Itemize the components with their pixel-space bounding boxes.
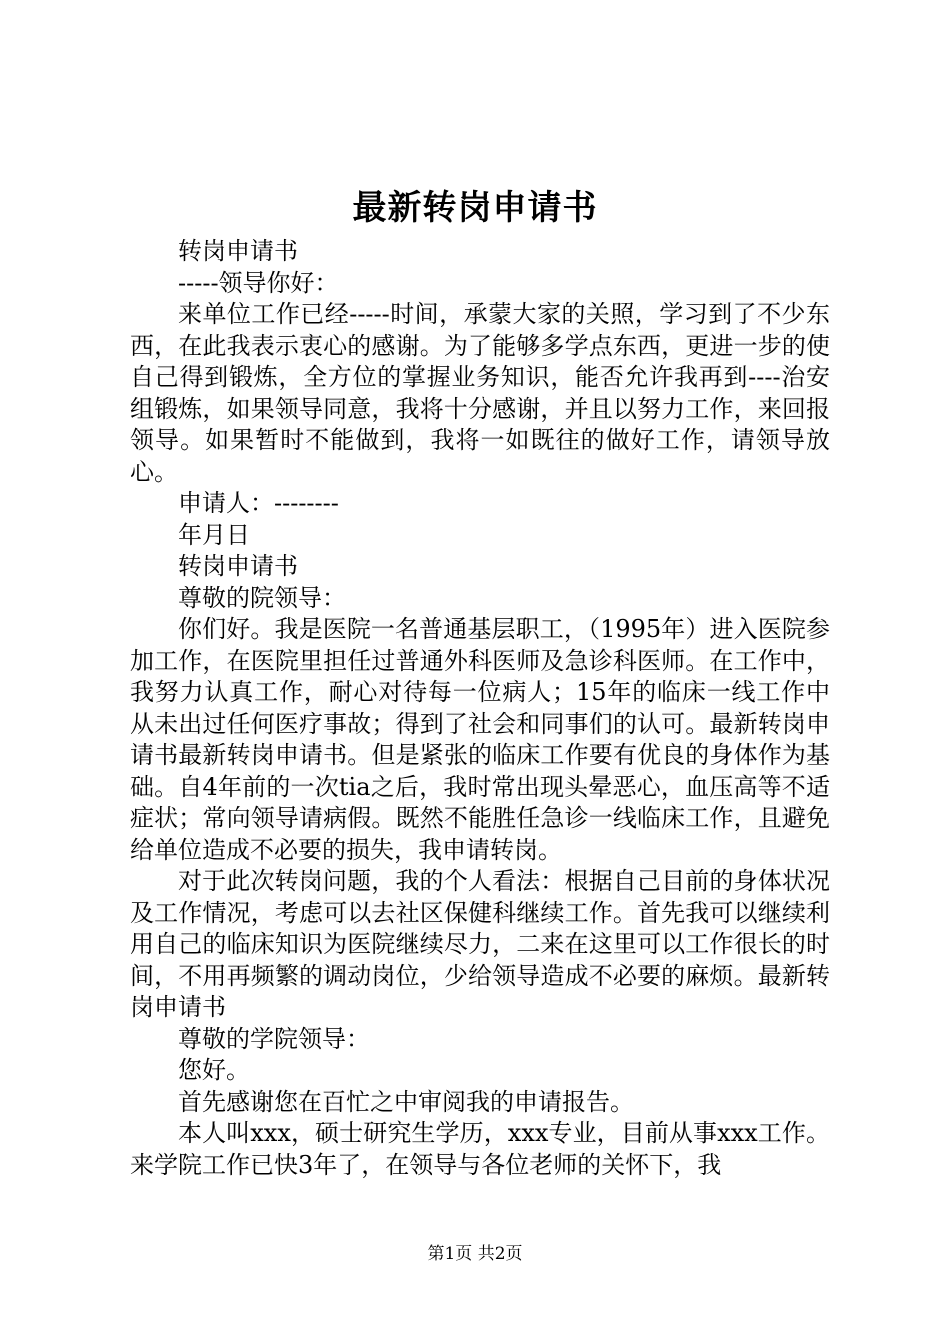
page-footer: 第1页 共2页	[427, 1244, 523, 1264]
document-body	[130, 236, 830, 1181]
paragraph-salutation-2: 尊敬的院领导：	[178, 583, 346, 612]
paragraph-greeting: 您好。	[178, 1056, 250, 1084]
paragraph-body-1: 来单位工作已经-----时间，承蒙大家的关照，学习到了不少东西，在此我表示衷心的感谢。为了能够多学点东西，更进一步的使自己得到锻炼，全方位的掌握业务知识，能否允许我再到----治安组锻炼，如果领导同意，我将十分感谢，并且以努力工作，来回报领导。如果暂时不能做到，我将一如既往的做好工作，请领导放心。	[130, 300, 830, 486]
paragraph-date: 年月日	[178, 520, 250, 549]
paragraph-salutation-1: -----领导你好：	[178, 268, 339, 297]
paragraph-applicant: 申请人：--------	[178, 489, 339, 517]
paragraph-salutation-3: 尊敬的学院领导：	[178, 1024, 370, 1053]
paragraph-heading-2: 转岗申请书	[178, 552, 298, 580]
document-title: 最新转岗申请书	[352, 188, 598, 228]
paragraph-body-4: 本人叫xxx，硕士研究生学历，xxx专业，目前从事xxx工作。来学院工作已快3年了，在领导与各位老师的关怀下，我	[130, 1119, 830, 1179]
paragraph-body-3: 对于此次转岗问题，我的个人看法：根据自己目前的身体状况及工作情况，考虑可以去社区保健科继续工作。首先我可以继续利用自己的临床知识为医院继续尽力，二来在这里可以工作很长的时间，不用再频繁的调动岗位，少给领导造成不必要的麻烦。最新转岗申请书	[130, 867, 830, 1021]
paragraph-body-2: 你们好。我是医院一名普通基层职工，（1995年）进入医院参加工作，在医院里担任过普通外科医师及急诊科医师。在工作中，我努力认真工作，耐心对待每一位病人；15年的临床一线工作中从未出过任何医疗事故；得到了社会和同事们的认可。最新转岗申请书最新转岗申请书。但是紧张的临床工作要有优良的身体作为基础。自4年前的一次tia之后，我时常出现头晕恶心，血压高等不适症状；常向领导请病假。既然不能胜任急诊一线临床工作，且避免给单位造成不必要的损失，我申请转岗。	[130, 615, 830, 864]
paragraph-thanks: 首先感谢您在百忙之中审阅我的申请报告。	[178, 1087, 634, 1116]
paragraph-heading-1: 转岗申请书	[178, 237, 298, 265]
